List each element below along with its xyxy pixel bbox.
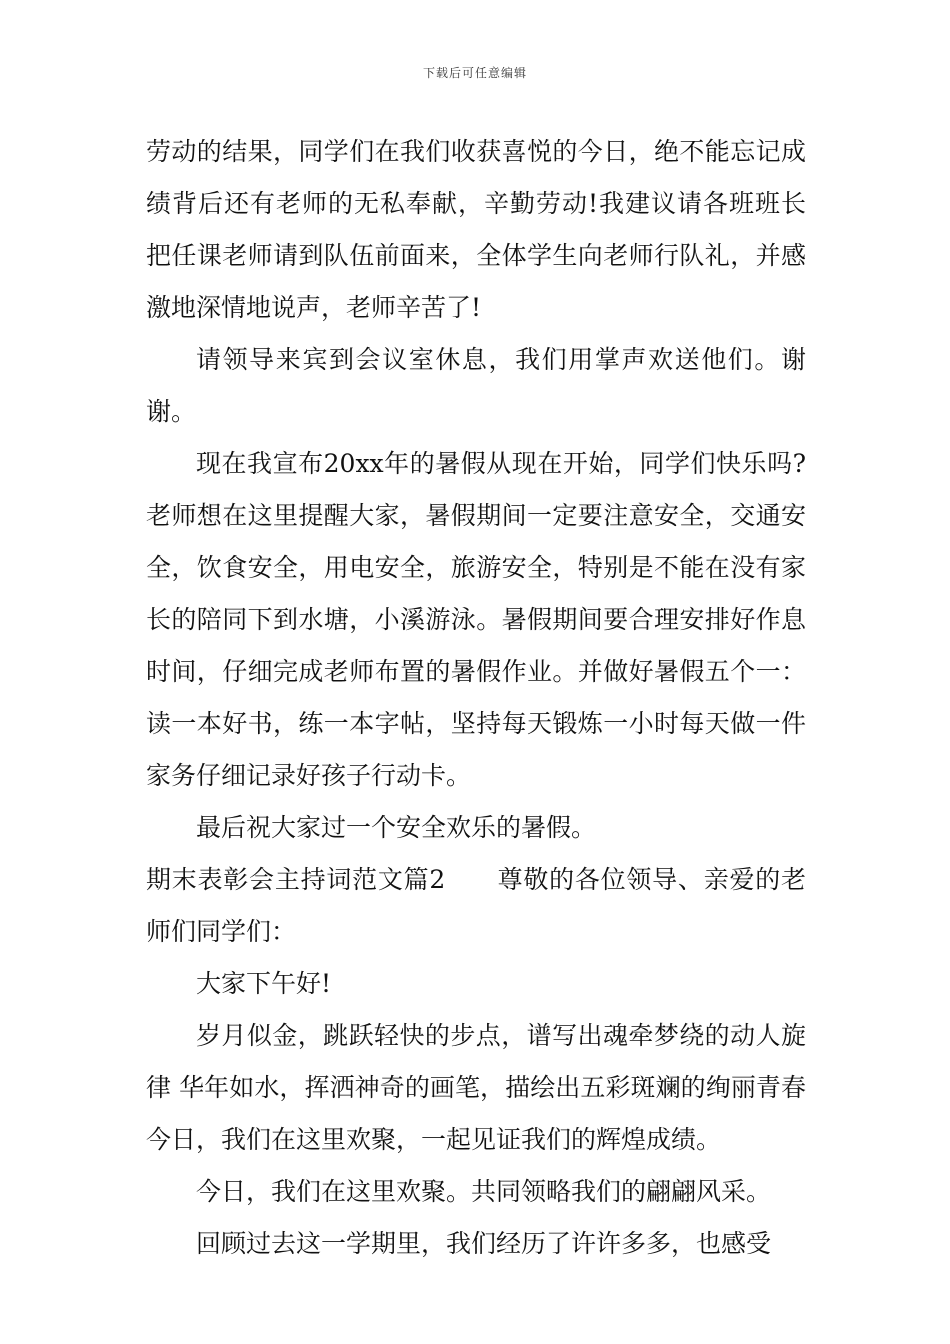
paragraph-closing-wish: 最后祝大家过一个安全欢乐的暑假。 <box>196 813 597 842</box>
paragraph-continuation: 劳动的结果，同学们在我们收获喜悦的今日，绝不能忘记成绩背后还有老师的无私奉献，辛勤劳动!我建议请各班班长把任课老师请到队伍前面来，全体学生向老师行队礼，并感激地深情地说声，老师辛苦了! <box>146 137 806 322</box>
paragraph-review: 回顾过去这一学期里，我们经历了许许多多，也感受 <box>196 1229 772 1258</box>
paragraph-gathering: 今日，我们在这里欢聚。共同领略我们的翩翩风采。 <box>196 1177 772 1206</box>
paragraph-summer-safety: 现在我宣布20xx年的暑假从现在开始，同学们快乐吗?老师想在这里提醒大家，暑假期间一定要注意安全，交通安全，饮食安全，用电安全，旅游安全，特别是不能在没有家长的陪同下到水塘，小溪游泳。暑假期间要合理安排好作息时间，仔细完成老师布置的暑假作业。并做好暑假五个一：读一本好书，练一本字帖，坚持每天锻炼一小时每天做一件家务仔细记录好孩子行动卡。 <box>146 449 806 790</box>
paragraph-opening: 岁月似金，跳跃轻快的步点，谱写出魂牵梦绕的动人旋律 华年如水，挥洒神奇的画笔，描绘出五彩斑斓的绚丽青春 今日，我们在这里欢聚，一起见证我们的辉煌成绩。 <box>146 1021 806 1154</box>
paragraph-farewell-guests: 请领导来宾到会议室休息，我们用掌声欢送他们。谢谢。 <box>146 345 806 426</box>
section-heading-line: 期末表彰会主持词范文篇2 尊敬的各位领导、亲爱的老师们同学们： <box>146 865 806 946</box>
page-header: 下载后可任意编辑 <box>422 66 527 80</box>
paragraph-greeting: 大家下午好! <box>196 969 332 998</box>
document-body <box>146 126 806 1270</box>
